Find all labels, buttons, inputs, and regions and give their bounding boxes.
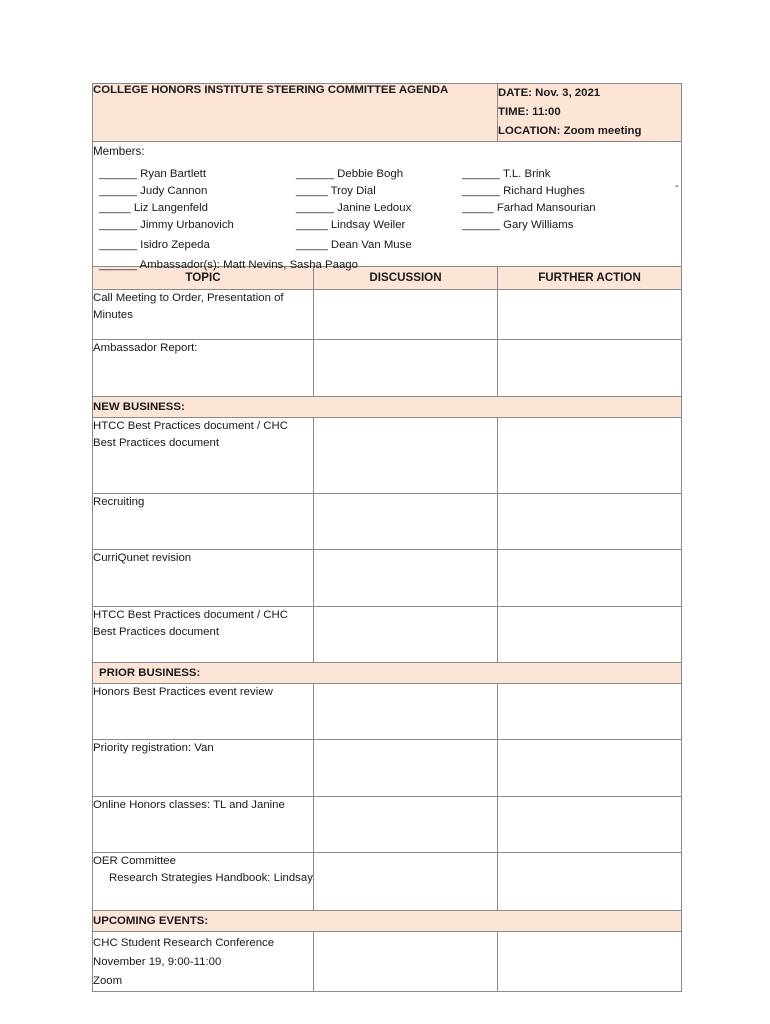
member-line: _____ Farhad Mansourian xyxy=(462,202,596,214)
discussion-cell xyxy=(314,550,498,607)
table-row xyxy=(93,607,682,663)
member-line: ______ Ryan Bartlett xyxy=(99,168,207,180)
agenda-title: COLLEGE HONORS INSTITUTE STEERING COMMITTEE AGENDA xyxy=(93,84,498,142)
members-column-3 xyxy=(462,166,596,234)
further-action-cell xyxy=(498,494,682,550)
topic-cell: Recruiting xyxy=(93,494,314,550)
meeting-date: DATE: Nov. 3, 2021 xyxy=(498,87,601,99)
topic-cell: Call Meeting to Order, Presentation of Minutes xyxy=(93,290,314,340)
discussion-cell xyxy=(314,418,498,494)
further-action-cell xyxy=(498,853,682,911)
further-action-cell xyxy=(498,418,682,494)
section-prior-business: PRIOR BUSINESS: xyxy=(93,663,682,684)
member-line: _____ Lindsay Weiler xyxy=(296,219,406,231)
discussion-cell xyxy=(314,740,498,797)
further-action-cell xyxy=(498,340,682,397)
event-location: Zoom xyxy=(93,975,123,987)
agenda-table xyxy=(92,83,682,992)
discussion-cell xyxy=(314,290,498,340)
discussion-cell xyxy=(314,932,498,992)
member-line: ______ Judy Cannon xyxy=(99,185,208,197)
member-line: ______ Jimmy Urbanovich xyxy=(99,219,234,231)
members-row xyxy=(93,142,682,267)
members-label: Members: xyxy=(93,145,145,158)
meeting-location: LOCATION: Zoom meeting xyxy=(498,125,642,137)
column-header-topic: TOPIC xyxy=(93,267,314,290)
topic-cell: Online Honors classes: TL and Janine xyxy=(93,797,314,853)
meeting-time: TIME: 11:00 xyxy=(498,106,561,118)
oer-title: OER Committee xyxy=(93,855,176,867)
members-block xyxy=(93,142,682,271)
member-line: ______ T.L. Brink xyxy=(462,168,551,180)
oer-subitem: Research Strategies Handbook: Lindsay xyxy=(109,872,313,884)
stray-mark: - xyxy=(675,180,679,192)
table-row xyxy=(93,290,682,340)
section-upcoming-events: UPCOMING EVENTS: xyxy=(93,911,682,932)
topic-cell: HTCC Best Practices document / CHC Best Practices document xyxy=(93,418,314,494)
member-line: ______ Debbie Bogh xyxy=(296,168,404,180)
section-row xyxy=(93,911,682,932)
topic-cell: Honors Best Practices event review xyxy=(93,684,314,740)
agenda-page xyxy=(92,83,681,992)
discussion-cell xyxy=(314,494,498,550)
table-row xyxy=(93,932,682,992)
topic-cell: Priority registration: Van xyxy=(93,740,314,797)
table-row xyxy=(93,853,682,911)
discussion-cell xyxy=(314,607,498,663)
table-row xyxy=(93,684,682,740)
discussion-cell xyxy=(314,684,498,740)
table-row xyxy=(93,550,682,607)
member-line: _____ Dean Van Muse xyxy=(296,239,412,251)
header-row xyxy=(93,84,682,142)
meeting-meta xyxy=(498,84,682,142)
further-action-cell xyxy=(498,684,682,740)
discussion-cell xyxy=(314,340,498,397)
ambassador-line: ______ Ambassador(s): Matt Nevins, Sasha Paago xyxy=(99,259,358,271)
table-row xyxy=(93,740,682,797)
member-line: _____ Troy Dial xyxy=(296,185,376,197)
discussion-cell xyxy=(314,797,498,853)
column-header-further-action: FURTHER ACTION xyxy=(498,267,682,290)
table-row xyxy=(93,494,682,550)
topic-cell-oer xyxy=(93,853,314,911)
table-row xyxy=(93,418,682,494)
topic-cell: HTCC Best Practices document / CHC Best Practices document xyxy=(93,607,314,663)
member-line: ______ Isidro Zepeda xyxy=(99,239,210,251)
discussion-cell xyxy=(314,853,498,911)
member-line: ______ Gary Williams xyxy=(462,219,574,231)
event-date: November 19, 9:00-11:00 xyxy=(93,956,222,968)
further-action-cell xyxy=(498,797,682,853)
topic-cell: CurriQunet revision xyxy=(93,550,314,607)
table-row xyxy=(93,797,682,853)
section-row xyxy=(93,663,682,684)
member-line: _____ Liz Langenfeld xyxy=(99,202,208,214)
topic-cell-event xyxy=(93,932,314,992)
further-action-cell xyxy=(498,740,682,797)
section-new-business: NEW BUSINESS: xyxy=(93,397,682,418)
topic-cell: Ambassador Report: xyxy=(93,340,314,397)
table-row xyxy=(93,340,682,397)
further-action-cell xyxy=(498,290,682,340)
member-line: ______ Janine Ledoux xyxy=(296,202,412,214)
column-header-discussion: DISCUSSION xyxy=(314,267,498,290)
further-action-cell xyxy=(498,607,682,663)
members-column-2 xyxy=(296,166,412,254)
further-action-cell xyxy=(498,932,682,992)
event-title: CHC Student Research Conference xyxy=(93,937,275,949)
further-action-cell xyxy=(498,550,682,607)
member-line: ______ Richard Hughes xyxy=(462,185,585,197)
section-row xyxy=(93,397,682,418)
